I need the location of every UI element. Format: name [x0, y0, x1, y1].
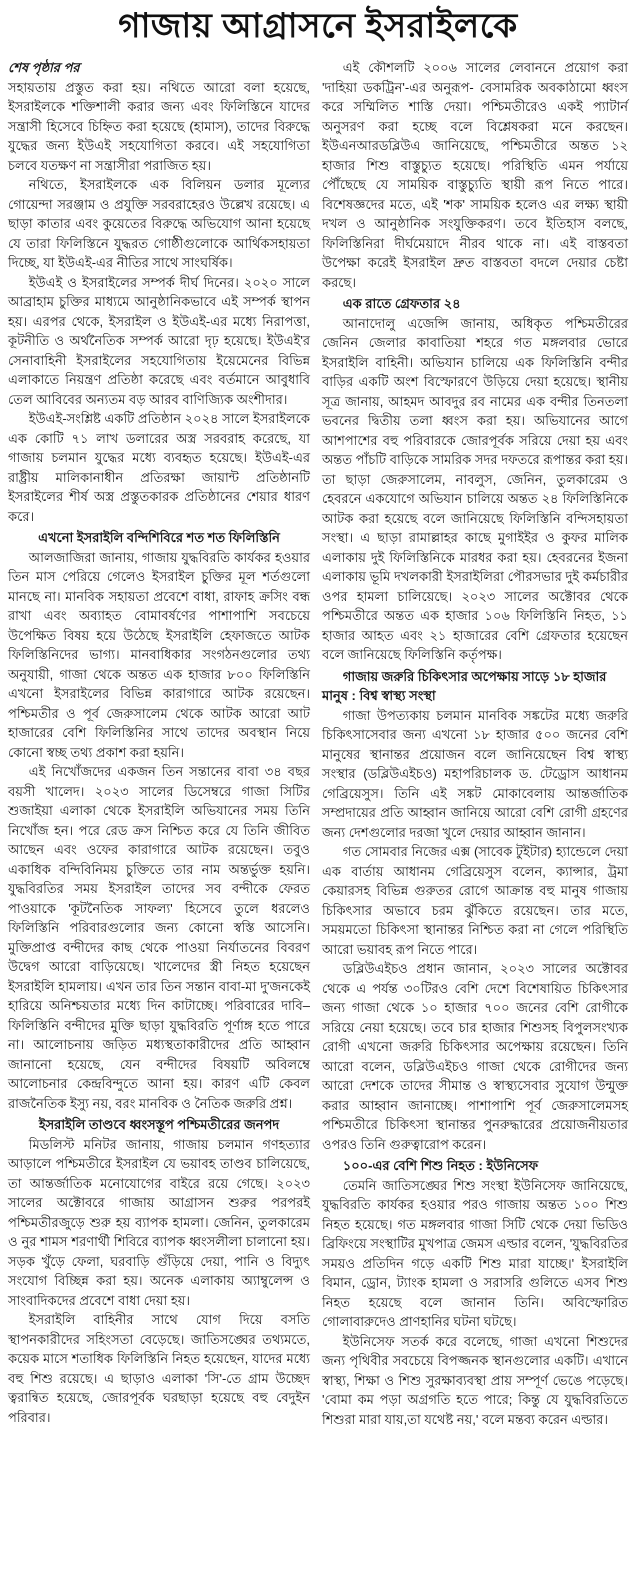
paragraph: আনাদোলু এজেন্সি জানায়, অধিকৃত পশ্চিমতীরের জেনিন জেলার কাবাতিয়া শহরে গত মঙ্গলবার ভোরে ইসরাইলি বাহিনী। অভিযান চালিয়ে এক ফিলিস্তিনি বন্দীর বাড়ির একটি অংশ বিস্ফোরণে উড়িয়ে দেয়া হয়েছে। স্থানীয় সূত্র জানায়, আহমদ আবদুর রব নামের এক বন্দীর তিনতলা ভবনের দ্বিতীয় তলা ধ্বংস করা হয়। অভিযানের আগে আশপাশের বহু পরিবারকে জোরপূর্বক সরিয়ে দেয়া হয় এবং অন্তত পাঁচটি বাড়িকে সামরিক সদর দফতরে রূপান্তর করা হয়। তা ছাড়া জেরুসালেম, নাবলুস, জেনিন, তুলকারেম ও হেবরনে একযোগে অভিযান চালিয়ে অন্তত ২৪ ফিলিস্তিনিকে আটক করা হয়েছে বলে জানিয়েছে ফিলিস্তিনি বন্দিসহায়তা সংস্থা। এ ছাড়া রামাল্লাহর কাছে মুগাইইর ও কুফর মালিক এলাকায় দুই ফিলিস্তিনিকে মারধর করা হয়। হেবরনের ইজনা এলাকায় ভূমি দখলকারী ইসরাইলিরা পৌরসভার দুই কর্মচারীর ওপর হামলা চালিয়েছে। ২০২৩ সালের অক্টোবর থেকে পশ্চিমতীরে অন্তত এক হাজার ১০৬ ফিলিস্তিনি নিহত, ১১ হাজার আহত এবং ২১ হাজারের বেশি গ্রেফতার হয়েছেন বলে জানিয়েছে ফিলিস্তিনি কর্তৃপক্ষ।	[322, 315, 628, 662]
article-columns	[8, 58, 628, 1429]
subheading: ১০০-এর বেশি শিশু নিহত : ইউনিসেফ	[342, 1158, 539, 1173]
paragraph: এই নিখোঁজদের একজন তিন সন্তানের বাবা ৩৪ বছর বয়সী খালেদ। ২০২৩ সালের ডিসেম্বরে গাজা সিটির শুজাইয়া এলাকা থেকে ইসরাইলি অভিযানের সময় তিনি নিখোঁজ হন। পরে রেড ক্রস নিশ্চিত করে যে তিনি জীবিত আছেন এবং ওফের কারাগারে আটক রয়েছেন। তবুও একাধিক বন্দিবিনিময় চুক্তিতে তার নাম অন্তর্ভুক্ত হয়নি। যুদ্ধবিরতির সময় ইসরাইল তাদের সব বন্দীকে ফেরত পাওয়াকে 'কূটনৈতিক সাফল্য' হিসেবে তুলে ধরলেও ফিলিস্তিনি পরিবারগুলোর জন্য কোনো স্বস্তি আসেনি। মুক্তিপ্রাপ্ত বন্দীদের কাছ থেকে পাওয়া নির্যাতনের বিবরণ উদ্বেগ আরো বাড়িয়েছে। খালেদের স্ত্রী নিহত হয়েছেন ইসরাইলি হামলায়। এখন তার তিন সন্তান বাবা-মা দু'জনকেই হারিয়ে অনিশ্চয়তার মধ্যে দিন কাটাচ্ছে। পরিবারের দাবি– ফিলিস্তিনি বন্দীদের মুক্তি ছাড়া যুদ্ধবিরতি পূর্ণাঙ্গ হতে পারে না। আলোচনায় জড়িত মধ্যস্থতাকারীদের প্রতি আহ্বান জানানো হয়েছে, যেন বন্দীদের বিষয়টি অবিলম্বে আলোচনার কেন্দ্রবিন্দুতে আনা হয়। কারণ এটি কেবল রাজনৈতিক ইস্যু নয়, বরং মানবিক ও নৈতিক জরুরি প্রশ্ন।	[8, 764, 310, 1111]
subheading: গাজায় জরুরি চিকিৎসার অপেক্ষায় সাড়ে ১৮ হাজার মানুষ : বিশ্ব স্বাস্থ্য সংস্থা	[322, 668, 607, 703]
paragraph: আলজাজিরা জানায়, গাজায় যুদ্ধবিরতি কার্যকর হওয়ার তিন মাস পেরিয়ে গেলেও ইসরাইল চুক্তির মূল শর্তগুলো মানছে না। মানবিক সহায়তা প্রবেশে বাধা, রাফাহ ক্রসিং বন্ধ রাখা এবং অব্যাহত বোমাবর্ষণের পাশাপাশি সবচেয়ে উপেক্ষিত বিষয় হয়ে উঠেছে ইসরাইলি হেফাজতে আটক ফিলিস্তিনিদের ভাগ্য। মানবাধিকার সংগঠনগুলোর তথ্য অনুযায়ী, গাজা থেকে অন্তত এক হাজার ৮০০ ফিলিস্তিনি এখনো ইসরাইলের বিভিন্ন কারাগারে আটক রয়েছেন। পশ্চিমতীর ও পূর্ব জেরুসালেম থেকে আটক আরো আট হাজারের বেশি ফিলিস্তিনির সাথে তাদের অবস্থান নিয়ে কোনো স্বচ্ছ তথ্য প্রকাশ করা হয়নি।	[8, 549, 310, 760]
article-column-right	[322, 58, 628, 1429]
article-column-left	[8, 58, 310, 1427]
continuation-kicker: শেষ পৃষ্ঠার পর	[8, 60, 80, 75]
paragraph: নথিতে, ইসরাইলকে এক বিলিয়ন ডলার মূল্যের গোয়েন্দা সরঞ্জাম ও প্রযুক্তি সরবরাহেরও উল্লেখ রয়েছে। এ ছাড়া কাতার এবং কুয়েতের বিরুদ্ধে অভিযোগ আনা হয়েছে যে তারা ফিলিস্তিনে যুদ্ধরত গোষ্ঠীগুলোকে আর্থিকসহায়তা দিচ্ছে, যা ইউএই-এর নীতির সাথে সাংঘর্ষিক।	[8, 177, 310, 270]
subheading: এখনো ইসরাইলি বন্দিশিবিরে শত শত ফিলিস্তিনি	[38, 530, 280, 545]
paragraph: গত সোমবার নিজের এক্স (সাবেক টুইটার) হ্যান্ডেলে দেয়া এক বার্তায় আধানম গেব্রিয়েসুস বলেন, ক্যান্সার, ট্রমা কেয়ারসহ বিভিন্ন গুরুতর রোগে আক্রান্ত বহু মানুষ গাজায় চিকিৎসার অভাবে চরম ঝুঁকিতে রয়েছেন। তার মতে, সময়মতো চিকিৎসা স্থানান্তর নিশ্চিত করা না গেলে পরিস্থিতি আরো ভয়াবহ রূপ নিতে পারে।	[322, 844, 628, 957]
headline: গাজায় আগ্রাসনে ইসরাইলকে	[118, 7, 518, 45]
paragraph: মিডলিস্ট মনিটর জানায়, গাজায় চলমান গণহত্যার আড়ালে পশ্চিমতীরে ইসরাইল যে ভয়াবহ তাণ্ডব চালিয়েছে, তা আন্তর্জাতিক মনোযোগের বাইরে রয়ে গেছে। ২০২৩ সালের অক্টোবরে গাজায় আগ্রাসন শুরুর পরপরই পশ্চিমতীরজুড়ে শুরু হয় ব্যাপক হামলা। জেনিন, তুলকারেম ও নুর শামস শরণার্থী শিবিরে ব্যাপক ধ্বংসলীলা চালানো হয়। সড়ক খুঁড়ে ফেলা, ঘরবাড়ি গুঁড়িয়ে দেয়া, পানি ও বিদ্যুৎ সংযোগ বিচ্ছিন্ন করা হয়। অনেক এলাকায় অ্যাম্বুলেন্স ও সাংবাদিকদের প্রবেশে বাধা দেয়া হয়।	[8, 1136, 310, 1308]
paragraph: ইউনিসেফ সতর্ক করে বলেছে, গাজা এখনো শিশুদের জন্য পৃথিবীর সবচেয়ে বিপজ্জনক স্থানগুলোর একটি। এখানে স্বাস্থ্য, শিক্ষা ও শিশু সুরক্ষাব্যবস্থা প্রায় সম্পূর্ণ ভেঙে পড়েছে। 'বোমা কম পড়া অগ্রগতি হতে পারে; কিন্তু যে যুদ্ধবিরতিতে শিশুরা মারা যায়,তা যথেষ্ট নয়,' বলে মন্তব্য করেন এল্ডার।	[322, 1333, 628, 1427]
paragraph: এই কৌশলটি ২০০৬ সালের লেবাননে প্রয়োগ করা 'দাহিয়া ডকট্রিন'-এর অনুরূপ- বেসামরিক অবকাঠামো ধ্বংস করে সম্মিলিত শাস্তি দেয়া। পশ্চিমতীরেও একই প্যাটার্ন অনুসরণ করা হচ্ছে বলে বিশ্লেষকরা মনে করছেন। ইউএনআরডব্লিউএ জানিয়েছে, পশ্চিমতীরে অন্তত ১২ হাজার শিশু বাস্তুচ্যুত হয়েছে। পরিস্থিতি এমন পর্যায়ে পৌঁছেছে যে সাময়িক বাস্তুচ্যুতি স্থায়ী রূপ নিতে পারে। বিশেষজ্ঞদের মতে, এই 'শক' সাময়িক হলেও এর লক্ষ্য স্থায়ী দখল ও আনুষ্ঠানিক সংযুক্তিকরণ। তবে ইতিহাস বলছে, ফিলিস্তিনিরা দীর্ঘমেয়াদে নীরব থাকে না। এই বাস্তবতা উপেক্ষা করেই ইসরাইল দ্রুত বাস্তবতা বদলে দেয়ার চেষ্টা করছে।	[322, 60, 628, 290]
paragraph: ইউএই ও ইসরাইলের সম্পর্ক দীর্ঘ দিনের। ২০২০ সালে আব্রাহাম চুক্তির মাধ্যমে আনুষ্ঠানিকভাবে এই সম্পর্ক স্থাপন হয়। এরপর থেকে, ইসরাইল ও ইউএই-এর মধ্যে নিরাপত্তা, কূটনীতি ও অর্থনৈতিক সম্পর্ক আরো দৃঢ় হয়েছে। ইউএই'র সেনাবাহিনী ইসরাইলের সহযোগিতায় ইয়েমেনের বিভিন্ন এলাকাতে নিয়ন্ত্রণ প্রতিষ্ঠা করেছে এবং বর্তমানে আবুধাবি তেল আবিবের অন্যতম বড় আরব বাণিজ্যিক অংশীদার।	[8, 274, 310, 407]
paragraph: গাজা উপত্যকায় চলমান মানবিক সঙ্কটের মধ্যে জরুরি চিকিৎসাসেবার জন্য এখনো ১৮ হাজার ৫০০ জনের বেশি মানুষের স্থানান্তর প্রয়োজন বলে জানিয়েছেন বিশ্ব স্বাস্থ্য সংস্থার (ডব্লিউএইচও) মহাপরিচালক ড. টেড্রোস আধানম গেব্রিয়েসুস। তিনি এই সঙ্কট মোকাবেলায় আন্তর্জাতিক সম্প্রদায়ের প্রতি আহ্বান জানিয়ে আরো বেশি রোগী গ্রহণের জন্য দেশগুলোর দরজা খুলে দেয়ার আহ্বান জানান।	[322, 707, 628, 840]
subheading: ইসরাইলি তাণ্ডবে ধ্বংসস্তূপ পশ্চিমতীরের জনপদ	[38, 1117, 280, 1132]
subheading: এক রাতে গ্রেফতার ২৪	[342, 296, 461, 311]
paragraph: ডব্লিউএইচও প্রধান জানান, ২০২৩ সালের অক্টোবর থেকে এ পর্যন্ত ৩০টিরও বেশি দেশে বিশেষায়িত চিকিৎসার জন্য গাজা থেকে ১০ হাজার ৭০০ জনের বেশি রোগীকে সরিয়ে নেয়া হয়েছে। তবে চার হাজার শিশুসহ বিপুলসংখ্যক রোগী এখনো জরুরি চিকিৎসার অপেক্ষায় রয়েছেন। তিনি আরো বলেন, ডব্লিউএইচও গাজা থেকে রোগীদের জন্য আরো দেশকে তাদের সীমান্ত ও স্বাস্থ্যসেবার সুযোগ উন্মুক্ত করার আহ্বান জানাচ্ছে। পাশাপাশি পূর্ব জেরুসালেমসহ পশ্চিমতীরে চিকিৎসা স্থানান্তর পুনরুদ্ধারের প্রয়োজনীয়তার ওপরও তিনি গুরুত্বারোপ করেন।	[322, 961, 628, 1152]
paragraph: সহায়তায় প্রস্তুত করা হয়। নথিতে আরো বলা হয়েছে, ইসরাইলকে শক্তিশালী করার জন্য এবং ফিলিস্তিনে যাদের সন্ত্রাসী হিসেবে চিহ্নিত করা হয়েছে (হামাস), তাদের বিরুদ্ধে যুদ্ধের জন্য ইউএই সহযোগিতা করবে। এই সহযোগিতা চলবে যতক্ষণ না সন্ত্রাসীরা পরাজিত হয়।	[8, 79, 310, 173]
paragraph: ইউএই-সংশ্লিষ্ট একটি প্রতিষ্ঠান ২০২৪ সালে ইসরাইলকে এক কোটি ৭১ লাখ ডলারের অস্ত্র সরবরাহ করেছে, যা গাজায় চলমান যুদ্ধের মধ্যে ব্যবহৃত হয়েছে। ইউএই-এর রাষ্ট্রীয় মালিকানাধীন প্রতিরক্ষা জায়ান্ট প্রতিষ্ঠানটি ইসরাইলের শীর্ষ অস্ত্র প্রস্তুতকারক প্রতিষ্ঠানের শেয়ার ধারণ করে।	[8, 411, 310, 524]
paragraph: ইসরাইলি বাহিনীর সাথে যোগ দিয়ে বসতি স্থাপনকারীদের সহিংসতা বেড়েছে। জাতিসঙ্ঘের তথ্যমতে, কয়েক মাসে শতাধিক ফিলিস্তিনি নিহত হয়েছেন, যাদের মধ্যে বহু শিশু রয়েছে। এ ছাড়াও এলাকা 'সি'-তে গ্রাম উচ্ছেদ ত্বরান্বিত হয়েছে, জোরপূর্বক ঘরছাড়া হয়েছে বহু বেদুইন পরিবার।	[8, 1312, 310, 1425]
paragraph: তেমনি জাতিসঙ্ঘের শিশু সংস্থা ইউনিসেফ জানিয়েছে, যুদ্ধবিরতি কার্যকর হওয়ার পরও গাজায় অন্তত ১০০ শিশু নিহত হয়েছে। গত মঙ্গলবার গাজা সিটি থেকে দেয়া ভিডিও ব্রিফিংয়ে সংস্থাটির মুখপাত্র জেমস এল্ডার বলেন, 'যুদ্ধবিরতির সময়ও প্রতিদিন গড়ে একটি শিশু মারা যাচ্ছে।' ইসরাইলি বিমান, ড্রোন, ট্যাংক হামলা ও সরাসরি গুলিতে এসব শিশু নিহত হয়েছে বলে জানান তিনি। অবিস্ফোরিত গোলাবারুদেও প্রাণহানির ঘটনা ঘটছে।	[322, 1177, 628, 1329]
